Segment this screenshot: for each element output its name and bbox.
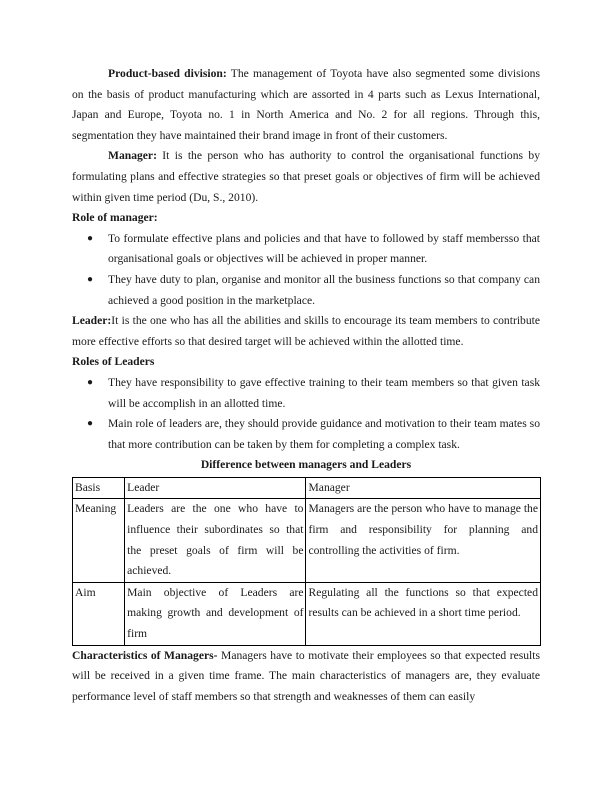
bullet-icon: ●	[87, 418, 94, 430]
roles-of-leaders-heading: Roles of Leaders	[72, 355, 155, 369]
list-item	[72, 414, 540, 455]
list-item	[72, 229, 540, 270]
manager-label: Manager:	[108, 149, 157, 163]
list-item-text: Main role of leaders are, they should provide guidance and motivation to their team mates so that more contribution can be taken by them for completing a complex task.	[108, 417, 540, 451]
cell-leader: Leaders are the one who have to influence their subordinates so that the preset goals of firm will be achieved.	[125, 499, 306, 582]
bullet-icon: ●	[87, 273, 94, 285]
table-row	[73, 499, 541, 582]
header-basis: Basis	[73, 477, 125, 499]
cell-manager: Regulating all the functions so that expected results can be achieved in a short time period.	[306, 582, 541, 645]
characteristics-text: Managers have to motivate their employees so that expected results will be received in a given time frame. The main characteristics of managers are, they evaluate performance level of staff members so that strength and weaknesses of them can easily	[72, 648, 540, 703]
document-page	[72, 64, 540, 707]
cell-basis: Meaning	[73, 499, 125, 582]
leader-role-list	[72, 373, 540, 455]
cell-basis: Aim	[73, 582, 125, 645]
list-item-text: To formulate effective plans and policies and that have to followed by staff membersso that organisational goals or objectives will be achieved in proper manner.	[108, 231, 540, 266]
manager-role-list	[72, 229, 540, 311]
comparison-table	[72, 477, 541, 646]
table-header-row	[73, 477, 541, 499]
bullet-icon: ●	[87, 376, 94, 388]
list-item-text: They have responsibility to gave effective training to their team members so that given task will be accomplish in an allotted time.	[108, 375, 540, 410]
list-item-text: They have duty to plan, organise and monitor all the business functions so that company can achieved a good position in the marketplace.	[108, 272, 540, 307]
manager-text: It is the person who has authority to control the organisational functions by formulating plans and effective strategies so that preset goals or objectives of firm will be achieved within given time period (Du, S., 2010).	[72, 149, 540, 204]
cell-leader: Main objective of Leaders are making growth and development of firm	[125, 582, 306, 645]
leader-paragraph	[72, 311, 540, 352]
table-title: Difference between managers and Leaders	[200, 458, 412, 472]
header-manager: Manager	[306, 477, 541, 499]
leader-label: Leader:	[72, 314, 112, 328]
bullet-icon: ●	[87, 232, 94, 244]
cell-manager: Managers are the person who have to manage the firm and responsibility for planning and controlling the activities of firm.	[306, 499, 541, 582]
product-division-paragraph	[72, 64, 540, 146]
leader-text: It is the one who has all the abilities and skills to encourage its team members to contribute more effective efforts so that desired target will be achieved within the allotted time.	[72, 314, 540, 348]
header-leader: Leader	[125, 477, 306, 499]
characteristics-label: Characteristics of Managers-	[72, 648, 218, 662]
table-row	[73, 582, 541, 645]
product-division-text: The management of Toyota have also segmented some divisions on the basis of product manufacturing which are assorted in 4 parts such as Lexus International, Japan and Europe, Toyota no. 1 in North America and No. 2 for all regions. Through this, segmentation they have maintained their brand image in front of their customers.	[72, 67, 540, 142]
list-item	[72, 270, 540, 311]
manager-paragraph	[72, 146, 540, 208]
characteristics-paragraph	[72, 646, 540, 708]
list-item	[72, 373, 540, 414]
product-division-label: Product-based division:	[108, 67, 227, 80]
role-of-manager-heading: Role of manager:	[72, 211, 158, 225]
